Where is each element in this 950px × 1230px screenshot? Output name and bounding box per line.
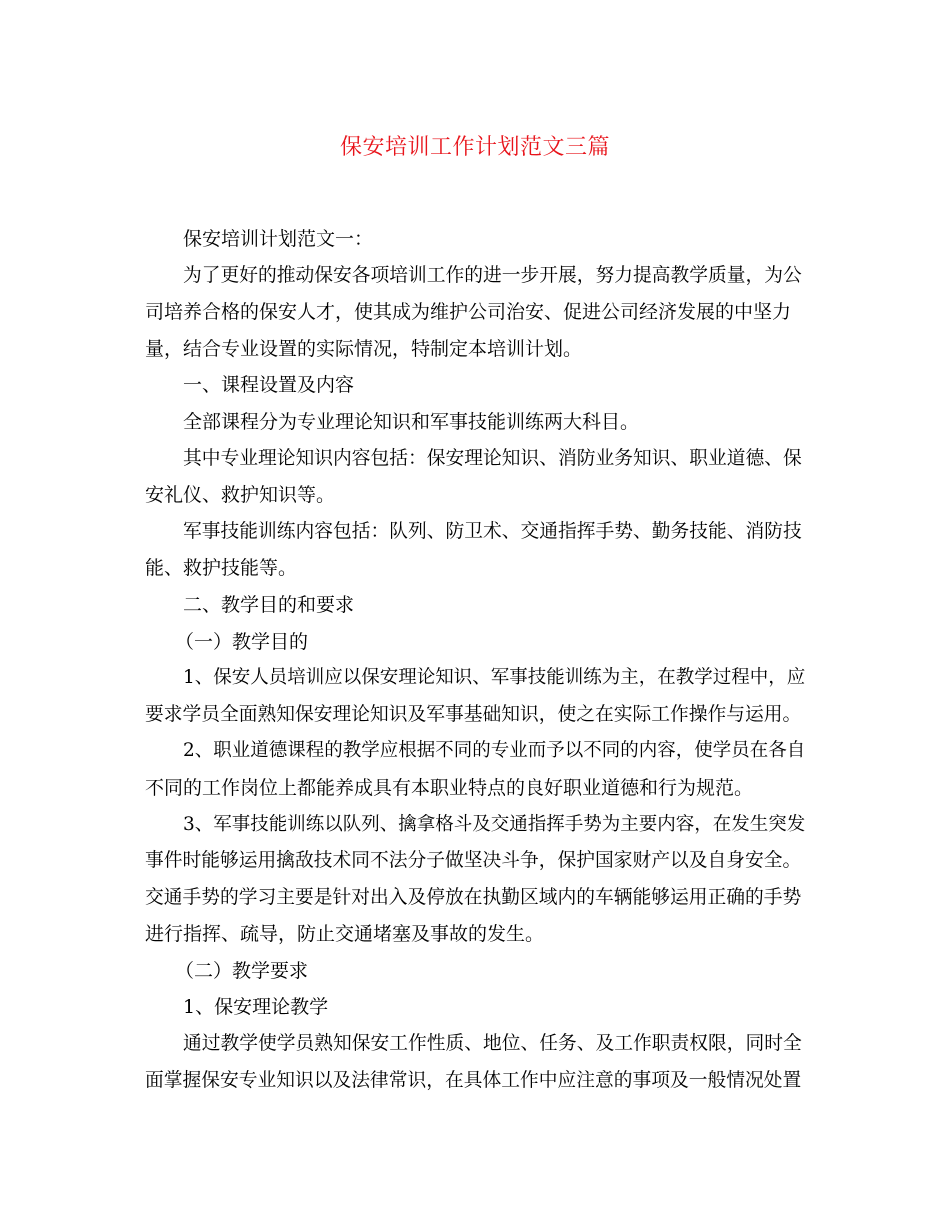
paragraph-line: 交通手势的学习主要是针对出入及停放在执勤区域内的车辆能够运用正确的手势 xyxy=(145,886,802,908)
section-heading: 保安培训计划范文一： xyxy=(183,228,374,250)
paragraph-line: 司培养合格的保安人才，使其成为维护公司治安、促进公司经济发展的中坚力 xyxy=(145,301,792,324)
document-title: 保安培训工作计划范文三篇 xyxy=(339,135,610,160)
paragraph-line: 军事技能训练内容包括：队列、防卫术、交通指挥手势、勤务技能、消防技 xyxy=(183,520,802,542)
paragraph-line: 安礼仪、救护知识等。 xyxy=(145,484,336,507)
paragraph-line: 3、军事技能训练以队列、擒拿格斗及交通指挥手势为主要内容，在发生突发 xyxy=(183,813,806,835)
subsection-heading: （二）教学要求 xyxy=(175,959,309,982)
paragraph-line: 1、保安人员培训应以保安理论知识、军事技能训练为主，在教学过程中，应 xyxy=(183,667,806,689)
paragraph-line: 其中专业理论知识内容包括：保安理论知识、消防业务知识、职业道德、保 xyxy=(183,447,802,469)
subsection-heading: 1、保安理论教学 xyxy=(183,996,329,1019)
paragraph-line: 为了更好的推动保安各项培训工作的进一步开展，努力提高教学质量，为公 xyxy=(183,264,802,286)
paragraph-line: 通过教学使学员熟知保安工作性质、地位、任务、及工作职责权限，同时全 xyxy=(183,1033,802,1055)
section-heading: 一、课程设置及内容 xyxy=(183,374,355,397)
paragraph-line: 量，结合专业设置的实际情况，特制定本培训计划。 xyxy=(145,337,583,360)
paragraph-line: 面掌握保安专业知识以及法律常识，在具体工作中应注意的事项及一般情况处置 xyxy=(145,1069,802,1091)
paragraph-line: 2、职业道德课程的教学应根据不同的专业而予以不同的内容，使学员在各自 xyxy=(183,740,806,762)
document-body xyxy=(145,221,807,1099)
paragraph-line: 要求学员全面熟知保安理论知识及军事基础知识，使之在实际工作操作与运用。 xyxy=(145,703,802,725)
paragraph-line: 事件时能够运用擒敌技术同不法分子做坚决斗争，保护国家财产以及自身安全。 xyxy=(145,850,802,872)
paragraph-line: 进行指挥、疏导，防止交通堵塞及事故的发生。 xyxy=(145,923,545,946)
subsection-heading: （一）教学目的 xyxy=(175,630,309,653)
paragraph-line: 能、救护技能等。 xyxy=(145,557,298,580)
paragraph-line: 全部课程分为专业理论知识和军事技能训练两大科目。 xyxy=(183,410,640,433)
section-heading: 二、教学目的和要求 xyxy=(183,593,355,616)
paragraph-line: 不同的工作岗位上都能养成具有本职业特点的良好职业道德和行为规范。 xyxy=(145,776,754,799)
